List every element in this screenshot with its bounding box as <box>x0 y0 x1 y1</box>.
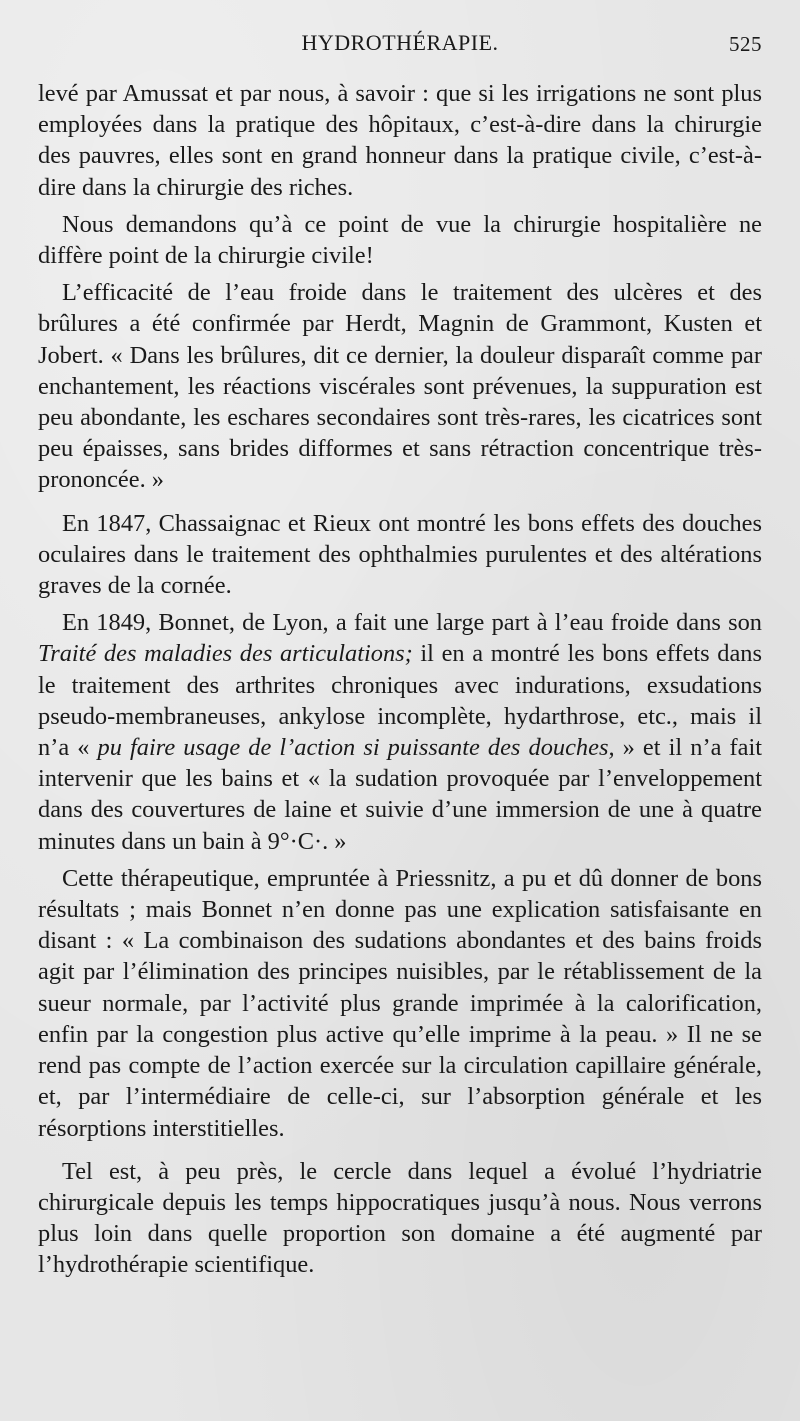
page-body <box>38 78 762 1281</box>
paragraph-continuation: levé par Amussat et par nous, à savoir : que si les irrigations ne sont plus employées dans la pratique des hôpitaux, c’est-à-dire dans la chirurgie des pauvres, elles sont en grand honneur dans la pratique civile, c’est-à-dire dans la chirurgie des riches. <box>38 80 762 201</box>
running-title: HYDROTHÉRAPIE. <box>301 30 499 55</box>
paragraph-priessnitz: Cette thérapeutique, empruntée à Priessnitz, a pu et dû donner de bons résultats ; mais Bonnet n’en donne pas une explication satisfaisante en disant : « La combinaison des sudations abondantes et des bains froids agit par l’élimination des principes nuisibles, par le rétablissement de la sueur normale, par l’activité plus grande imprimée à la calorification, enfin par la congestion plus active qu’elle imprime à la peau. » Il ne se rend pas compte de l’action exercée sur la circulation capillaire générale, et, par l’intermédiaire de celle-ci, sur l’absorption générale et les résorptions interstitielles. <box>38 864 762 1142</box>
running-header <box>38 30 762 70</box>
quotation-italic: pu faire usage de l’action si puissante des douches, <box>97 734 615 762</box>
paragraph-1847: En 1847, Chassaignac et Rieux ont montré les bons effets des douches oculaires dans le traitement des ophthalmies purulentes et des altérations graves de la cornée. <box>38 509 762 600</box>
text-segment: il en a montré les bons effets dans le traitement des arthrites chroniques avec indurations, exsudations pseudo-membraneuses, ankylose incomplète, hydarthrose, etc., mais il n’a « <box>38 640 762 762</box>
paragraph-conclusion: Tel est, à peu près, le cercle dans lequel a évolué l’hydriatrie chirurgicale depuis les temps hippocratiques jusqu’à nous. Nous verrons plus loin dans quelle proportion son domaine a été augmenté par l’hydrothérapie scientifique. <box>38 1157 762 1279</box>
text-segment: » et il n’a fait intervenir que les bains et « la sudation provoquée par l’enveloppement dans des couvertures de laine et suivie d’une immersion de une à quatre minutes dans un bain à 9°·C·. » <box>38 734 762 855</box>
paragraph-hospital-surgery: Nous demandons qu’à ce point de vue la chirurgie hospitalière ne diffère point de la chirurgie civile! <box>38 210 762 270</box>
book-title-italic: Traité des maladies des articulations; <box>38 640 413 668</box>
page-number: 525 <box>729 32 762 56</box>
book-page <box>38 30 762 1281</box>
paragraph-1849 <box>38 607 762 857</box>
paragraph-cold-water-ulcers: L’efficacité de l’eau froide dans le traitement des ulcères et des brûlures a été confirmée par Herdt, Magnin de Grammont, Kusten et Jobert. « Dans les brûlures, dit ce dernier, la douleur disparaît comme par enchantement, les réactions viscérales sont prévenues, la suppuration est peu abondante, les eschares secondaires sont très-rares, les cicatrices sont peu épaisses, sans brides difformes et sans rétraction concentrique très-prononcée. » <box>38 279 762 494</box>
text-segment: En 1849, Bonnet, de Lyon, a fait une large part à l’eau froide dans son <box>62 609 762 637</box>
